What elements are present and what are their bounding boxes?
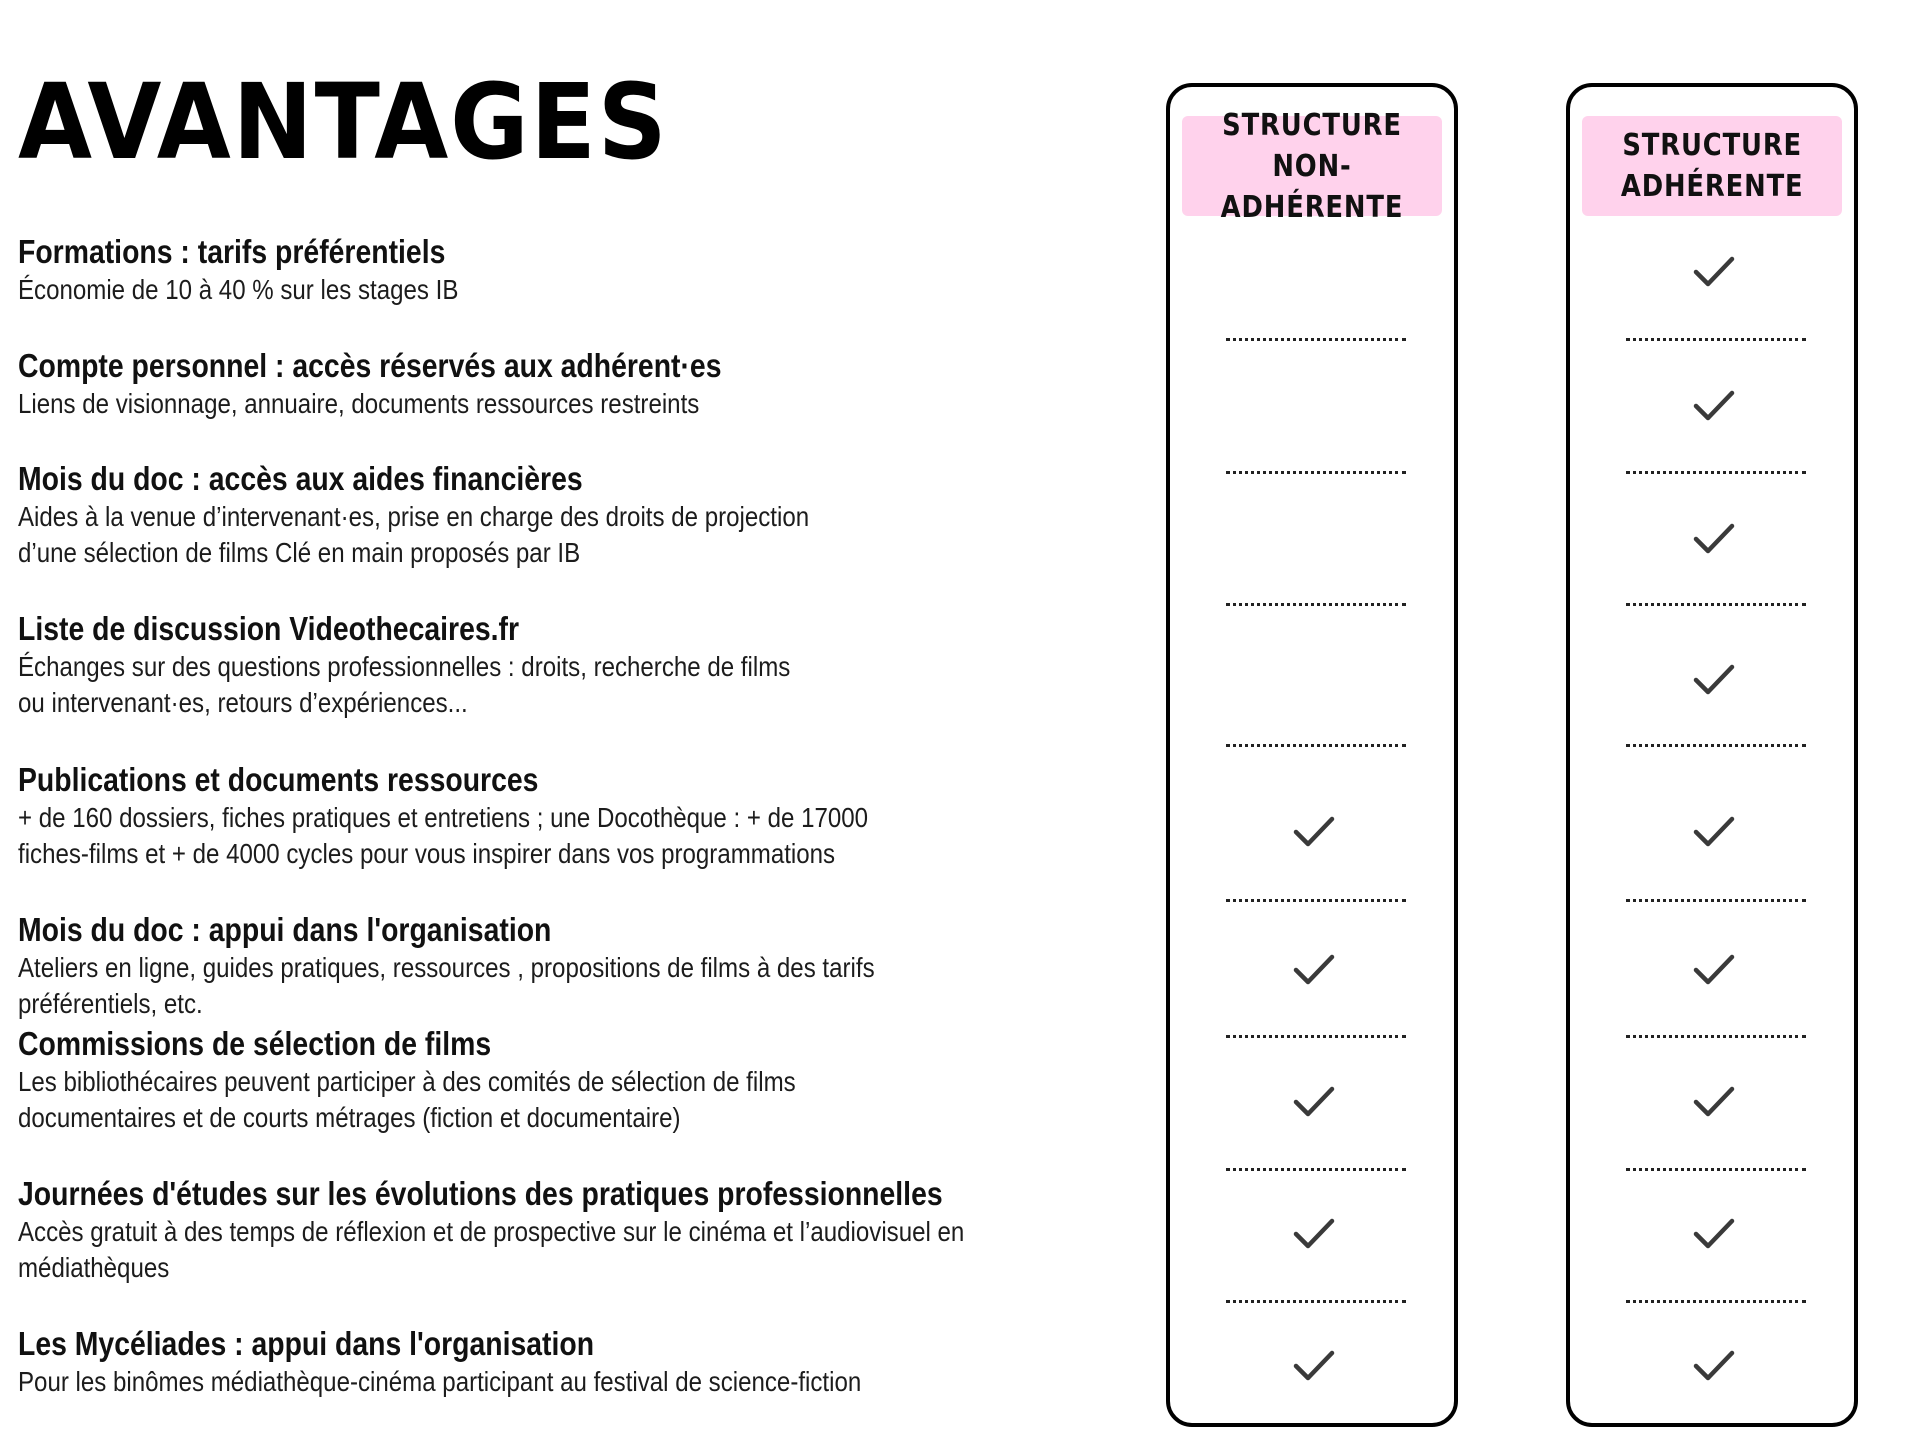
checkmark-icon [1692,1216,1736,1252]
benefit-title: Formations : tarifs préférentiels [18,233,446,270]
column-member [1566,83,1858,1427]
benefit-title: Compte personnel : accès réservés aux adhérent·es [18,347,722,384]
row-divider [1626,1168,1806,1171]
row-divider [1226,744,1406,747]
row-divider [1226,1168,1406,1171]
benefit-row-mois-du-doc-aides [18,459,1128,571]
benefit-description: Économie de 10 à 40 % sur les stages IB [18,274,459,305]
benefit-title: Commissions de sélection de films [18,1025,492,1062]
checkmark-icon [1292,952,1336,988]
row-divider [1226,1035,1406,1038]
benefit-title: Les Mycéliades : appui dans l'organisation [18,1325,595,1362]
checkmark-icon [1692,388,1736,424]
benefit-title: Mois du doc : accès aux aides financières [18,460,583,497]
checkmark-icon [1692,814,1736,850]
benefit-row-mois-du-doc-appui [18,910,1128,1022]
benefit-row-journees-etudes [18,1174,1128,1286]
benefit-row-publications [18,760,1128,872]
benefit-description: Accès gratuit à des temps de réflexion et de prospective sur le cinéma et l’audiovisuel en médiathèques [18,1216,965,1283]
checkmark-icon [1692,662,1736,698]
benefit-description: Liens de visionnage, annuaire, documents ressources restreints [18,388,700,419]
benefit-title: Liste de discussion Videothecaires.fr [18,610,520,647]
benefit-description: + de 160 dossiers, fiches pratiques et entretiens ; une Docothèque : + de 17000 fiches-films et + de 4000 cycles pour vous inspirer dans vos programmations [18,802,869,869]
row-divider [1226,471,1406,474]
checkmark-icon [1692,1348,1736,1384]
row-divider [1626,744,1806,747]
checkmark-icon [1292,1348,1336,1384]
row-divider [1626,471,1806,474]
benefit-title: Journées d'études sur les évolutions des pratiques professionnelles [18,1175,943,1212]
checkmark-icon [1692,254,1736,290]
benefit-title: Mois du doc : appui dans l'organisation [18,911,552,948]
row-divider [1226,1300,1406,1303]
row-divider [1226,338,1406,341]
column-header-member [1582,116,1842,216]
column-header-label: STRUCTURE NON- ADHÉRENTE [1220,107,1404,225]
benefit-row-commissions [18,1024,1128,1136]
benefit-description: Les bibliothécaires peuvent participer à des comités de sélection de films documentaires et de courts métrages (fiction et documentaire) [18,1066,796,1133]
row-divider [1626,1300,1806,1303]
checkmark-icon [1692,952,1736,988]
benefit-description: Échanges sur des questions professionnelles : droits, recherche de films ou intervenant·es, retours d’expériences... [18,651,791,718]
checkmark-icon [1292,814,1336,850]
column-header-non-member [1182,107,1442,225]
benefit-description: Pour les binômes médiathèque-cinéma participant au festival de science-fiction [18,1366,862,1397]
checkmark-icon [1692,521,1736,557]
row-divider [1626,603,1806,606]
column-header-label: STRUCTURE ADHÉRENTE [1620,128,1804,204]
checkmark-icon [1292,1216,1336,1252]
row-divider [1226,899,1406,902]
benefit-row-myceliades [18,1324,1128,1400]
checkmark-icon [1692,1084,1736,1120]
benefit-description: Ateliers en ligne, guides pratiques, ressources , propositions de films à des tarifs préférentiels, etc. [18,952,875,1019]
row-divider [1226,603,1406,606]
checkmark-icon [1292,1084,1336,1120]
benefit-row-liste-discussion [18,609,1128,721]
benefit-row-formations [18,232,1128,308]
benefit-description: Aides à la venue d’intervenant·es, prise en charge des droits de projection d’une sélection de films Clé en main proposés par IB [18,501,810,568]
row-divider [1626,899,1806,902]
page-title: AVANTAGES [18,61,669,183]
row-divider [1626,1035,1806,1038]
row-divider [1626,338,1806,341]
column-non-member [1166,83,1458,1427]
benefit-row-compte-personnel [18,346,1128,422]
benefit-title: Publications et documents ressources [18,761,539,798]
